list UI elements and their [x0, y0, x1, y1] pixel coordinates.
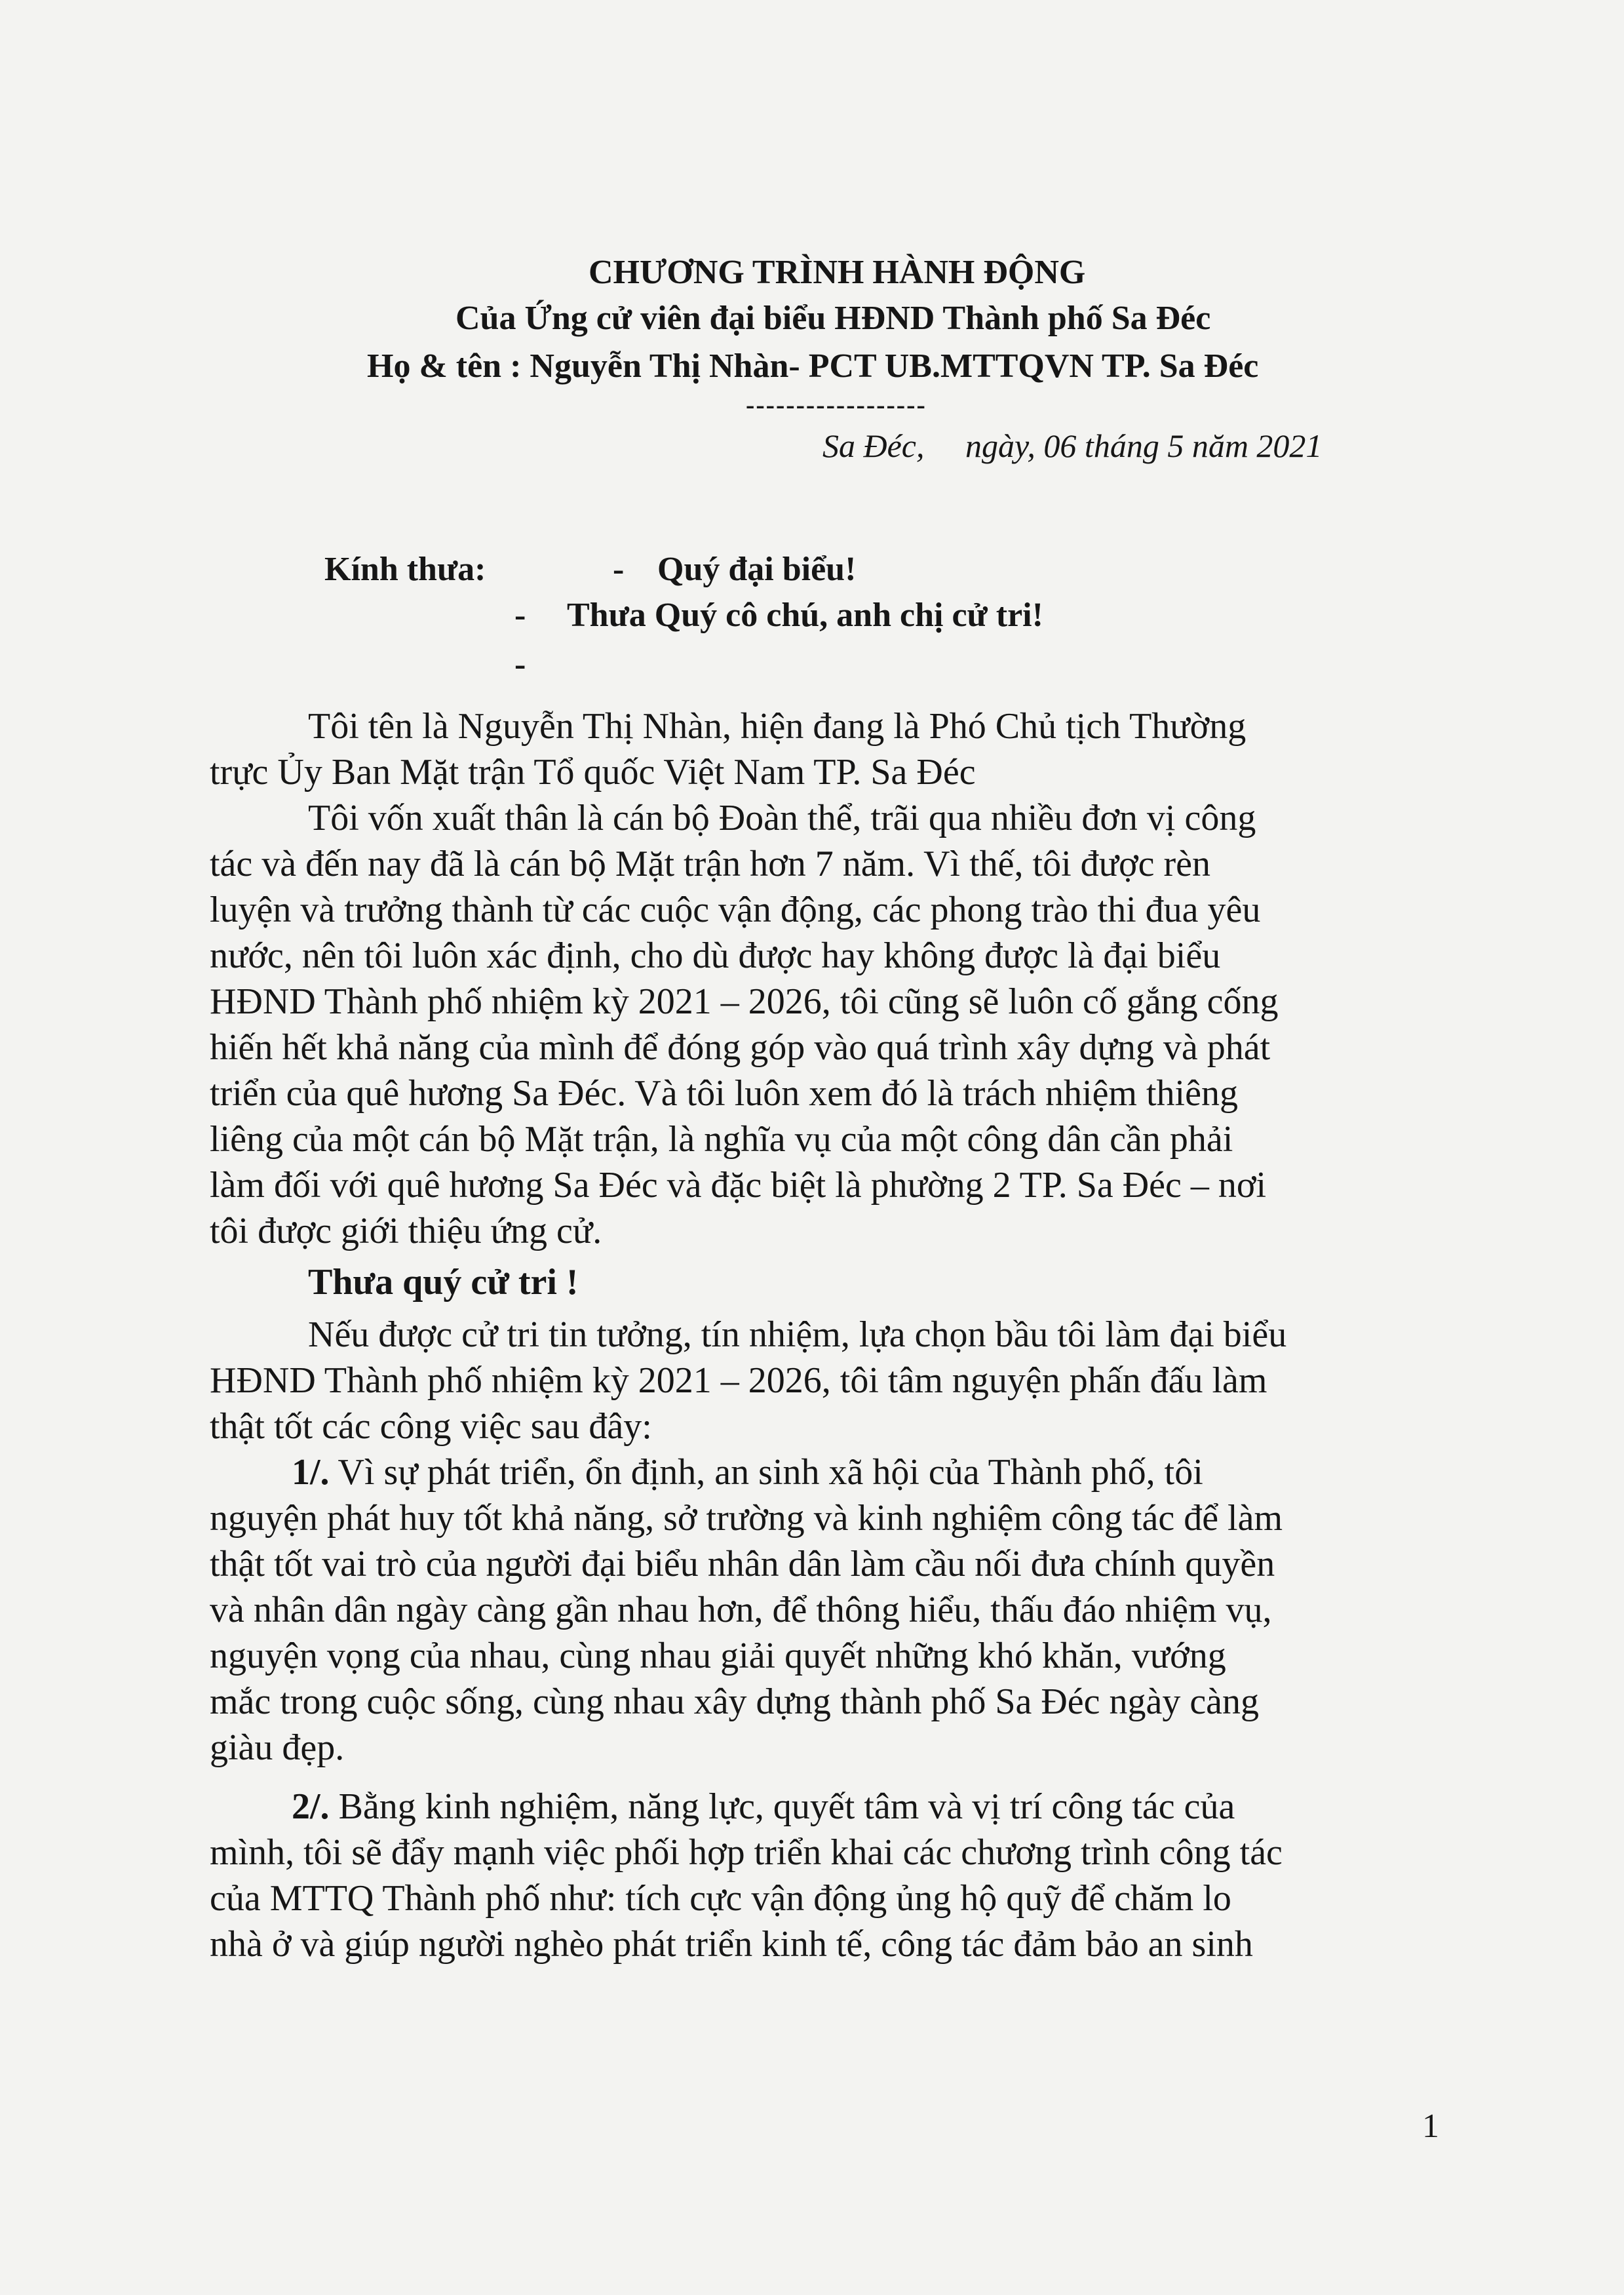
item-text: Vì sự phát triển, ổn định, an sinh xã hội của Thành phố, tôi	[329, 1452, 1203, 1493]
paragraph-line: hiến hết khả năng của mình để đóng góp vào quá trình xây dựng và phát	[210, 1027, 1271, 1068]
greeting-dash-3: -	[514, 646, 526, 683]
header-separator: ------------------	[746, 390, 927, 420]
paragraph-line: thật tốt các công việc sau đây:	[210, 1406, 652, 1447]
paragraph-line: luyện và trưởng thành từ các cuộc vận động, các phong trào thi đua yêu	[210, 890, 1261, 930]
page-number: 1	[1422, 2108, 1439, 2145]
paragraph-line: tôi được giới thiệu ứng cử.	[210, 1211, 602, 1251]
paragraph-line: triển của quê hương Sa Đéc. Và tôi luôn xem đó là trách nhiệm thiêng	[210, 1073, 1238, 1114]
paragraph-line: trực Ủy Ban Mặt trận Tổ quốc Việt Nam TP. Sa Đéc	[210, 752, 976, 793]
document-subtitle: Của Ứng cử viên đại biểu HĐND Thành phố Sa Đéc	[455, 300, 1211, 337]
commitment-item-2-first-line	[292, 1788, 1235, 1825]
paragraph-line: HĐND Thành phố nhiệm kỳ 2021 – 2026, tôi cũng sẽ luôn cố gắng cống	[210, 981, 1279, 1022]
paragraph-line: nước, nên tôi luôn xác định, cho dù được hay không được là đại biểu	[210, 935, 1221, 976]
paragraph-line: HĐND Thành phố nhiệm kỳ 2021 – 2026, tôi tâm nguyện phấn đấu làm	[210, 1360, 1267, 1401]
paragraph-line: thật tốt vai trò của người đại biểu nhân dân làm cầu nối đưa chính quyền	[210, 1544, 1275, 1584]
date-line: Sa Đéc, ngày, 06 tháng 5 năm 2021	[822, 427, 1323, 464]
paragraph-line: nhà ở và giúp người nghèo phát triển kinh tế, công tác đảm bảo an sinh	[210, 1924, 1253, 1965]
paragraph-line: nguyện vọng của nhau, cùng nhau giải quyết những khó khăn, vướng	[210, 1636, 1226, 1676]
greeting-item-2: Thưa Quý cô chú, anh chị cử tri!	[567, 597, 1043, 634]
greeting-dash-1: -	[613, 551, 625, 588]
commitment-item-1-first-line	[292, 1454, 1203, 1491]
paragraph-line: Tôi tên là Nguyễn Thị Nhàn, hiện đang là Phó Chủ tịch Thường	[308, 706, 1247, 747]
greeting-label: Kính thưa:	[324, 551, 486, 588]
paragraph-line: mình, tôi sẽ đẩy mạnh việc phối hợp triển khai các chương trình công tác	[210, 1832, 1283, 1873]
voters-heading: Thưa quý cử tri !	[308, 1262, 579, 1303]
greeting-dash-2: -	[514, 597, 526, 634]
paragraph-line: Nếu được cử tri tin tưởng, tín nhiệm, lựa chọn bầu tôi làm đại biểu	[308, 1314, 1287, 1355]
paragraph-line: Tôi vốn xuất thân là cán bộ Đoàn thể, trãi qua nhiều đơn vị công	[308, 798, 1256, 838]
paragraph-line: mắc trong cuộc sống, cùng nhau xây dựng thành phố Sa Đéc ngày càng	[210, 1681, 1260, 1722]
paragraph-line: và nhân dân ngày càng gần nhau hơn, để thông hiểu, thấu đáo nhiệm vụ,	[210, 1590, 1272, 1630]
paragraph-line: tác và đến nay đã là cán bộ Mặt trận hơn 7 năm. Vì thế, tôi được rèn	[210, 844, 1210, 884]
item-number-1: 1/.	[292, 1452, 330, 1493]
paragraph-line: làm đối với quê hương Sa Đéc và đặc biệt là phường 2 TP. Sa Đéc – nơi	[210, 1165, 1267, 1206]
greeting-item-1: Quý đại biểu!	[657, 551, 857, 588]
paragraph-line: liêng của một cán bộ Mặt trận, là nghĩa vụ của một công dân cần phải	[210, 1119, 1233, 1160]
paragraph-line: nguyện phát huy tốt khả năng, sở trường và kinh nghiệm công tác để làm	[210, 1498, 1283, 1539]
item-text: Bằng kinh nghiệm, năng lực, quyết tâm và vị trí công tác của	[329, 1786, 1235, 1827]
item-number-2: 2/.	[292, 1786, 330, 1827]
document-title: CHƯƠNG TRÌNH HÀNH ĐỘNG	[589, 254, 1086, 291]
candidate-name-line: Họ & tên : Nguyễn Thị Nhàn- PCT UB.MTTQVN TP. Sa Đéc	[367, 347, 1259, 385]
paragraph-line: của MTTQ Thành phố như: tích cực vận động ủng hộ quỹ để chăm lo	[210, 1878, 1231, 1919]
paragraph-line: giàu đẹp.	[210, 1727, 345, 1768]
